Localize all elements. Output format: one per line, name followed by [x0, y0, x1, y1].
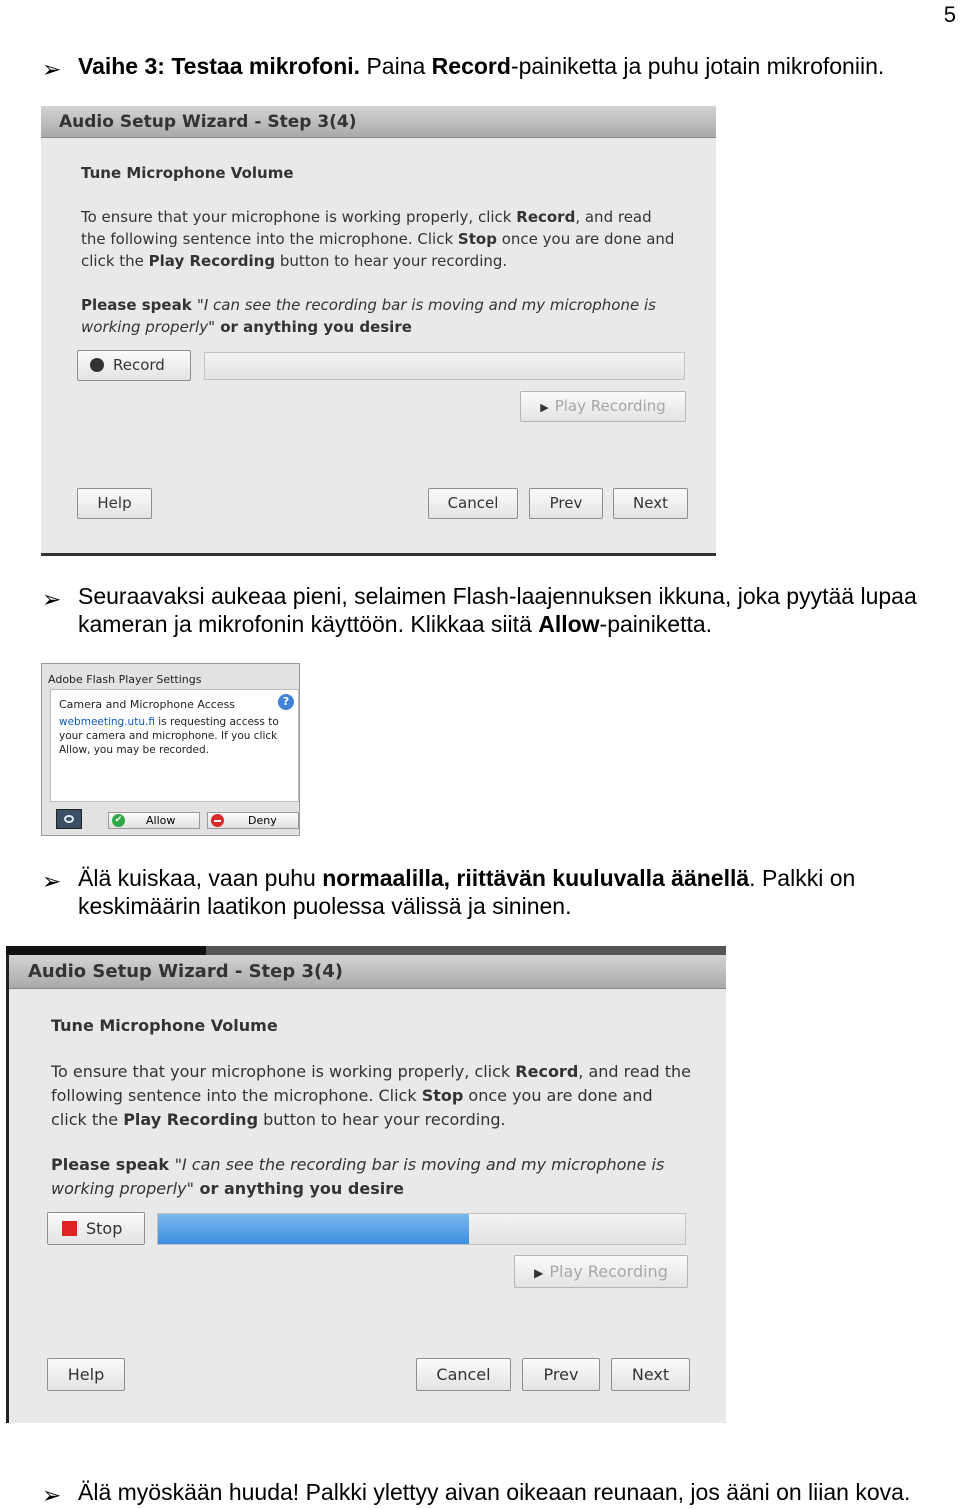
mic-level-fill: [158, 1214, 469, 1244]
flash-request-text: webmeeting.utu.fi is requesting access to your camera and microphone. If you click Allow, you may be recorded.: [59, 716, 279, 756]
mic-level-bar: [157, 1213, 686, 1245]
play-recording-button[interactable]: ▶ Play Recording: [514, 1255, 688, 1288]
stop-square-icon: [62, 1221, 77, 1236]
screen-edge-gray: [206, 946, 726, 955]
arrow-bullet-icon: ➢: [42, 586, 62, 612]
help-button[interactable]: Help: [77, 488, 152, 519]
wizard-speak-prompt: Please speak "I can see the recording bar is moving and my microphone is working properly" or anything you desire: [81, 296, 656, 336]
step1-text: ➢ Vaihe 3: Testaa mikrofoni. Paina Record-painiketta ja puhu jotain mikrofoniin.: [42, 53, 885, 82]
step2-text: ➢ Seuraavaksi aukeaa pieni, selaimen Flash-laajennuksen ikkuna, joka pyytää lupaa kameran ja mikrofonin käyttöön. Klikkaa siitä Allow-painiketta.: [42, 583, 917, 637]
deny-icon: [211, 814, 224, 827]
arrow-bullet-icon: ➢: [42, 56, 62, 82]
mic-level-bar: [204, 352, 685, 380]
page-number: 5: [943, 2, 956, 27]
wizard-heading: Tune Microphone Volume: [81, 164, 294, 182]
audio-wizard-step3-idle: [41, 106, 716, 556]
flash-dialog-title: Adobe Flash Player Settings: [48, 673, 202, 686]
next-button[interactable]: Next: [613, 488, 688, 519]
arrow-bullet-icon: ➢: [42, 868, 62, 894]
wizard-title: Audio Setup Wizard - Step 3(4): [41, 106, 716, 138]
cancel-button[interactable]: Cancel: [428, 488, 518, 519]
flash-settings-dialog: [41, 663, 300, 836]
help-icon[interactable]: ?: [278, 694, 294, 710]
wizard-instructions: To ensure that your microphone is working properly, click Record, and read the following sentence into the microphone. Click Stop once you are done and click the Play Recording button to hear your recording.: [81, 208, 675, 270]
arrow-bullet-icon: ➢: [42, 1482, 62, 1508]
play-recording-button[interactable]: ▶ Play Recording: [520, 391, 686, 422]
flash-site-link: webmeeting.utu.fi: [59, 716, 155, 728]
record-dot-icon: [90, 358, 104, 372]
screen-edge-dark: [6, 946, 206, 955]
play-icon: ▶: [534, 1266, 544, 1280]
deny-button[interactable]: Deny: [207, 812, 299, 829]
next-button[interactable]: Next: [611, 1358, 690, 1391]
help-button[interactable]: Help: [47, 1358, 125, 1391]
step4-text: ➢ Älä myöskään huuda! Palkki ylettyy aivan oikeaan reunaan, jos ääni on liian kova.: [42, 1479, 911, 1508]
wizard-speak-prompt: Please speak "I can see the recording bar is moving and my microphone is working properly" or anything you desire: [51, 1155, 665, 1198]
prev-button[interactable]: Prev: [529, 488, 603, 519]
check-icon: ✔: [112, 814, 125, 827]
cancel-button[interactable]: Cancel: [416, 1358, 511, 1391]
wizard-heading: Tune Microphone Volume: [51, 1016, 278, 1035]
prev-button[interactable]: Prev: [522, 1358, 600, 1391]
audio-wizard-step3-recording: [6, 955, 726, 1423]
stop-button[interactable]: Stop: [47, 1212, 145, 1245]
allow-button[interactable]: ✔ Allow: [108, 812, 200, 829]
privacy-settings-icon[interactable]: [56, 809, 82, 829]
wizard-instructions: To ensure that your microphone is working properly, click Record, and read the following sentence into the microphone. Click Stop once you are done and click the Play Recording button to hear your recording.: [51, 1062, 692, 1129]
play-icon: ▶: [540, 401, 549, 414]
flash-content-panel: [50, 689, 299, 802]
record-button[interactable]: Record: [77, 350, 191, 381]
flash-heading: Camera and Microphone Access: [59, 698, 236, 711]
step3-text: ➢ Älä kuiskaa, vaan puhu normaalilla, riittävän kuuluvalla äänellä. Palkki on keskimäärin laatikon puolessa välissä ja sininen.: [42, 865, 856, 919]
wizard-title: Audio Setup Wizard - Step 3(4): [9, 955, 726, 989]
